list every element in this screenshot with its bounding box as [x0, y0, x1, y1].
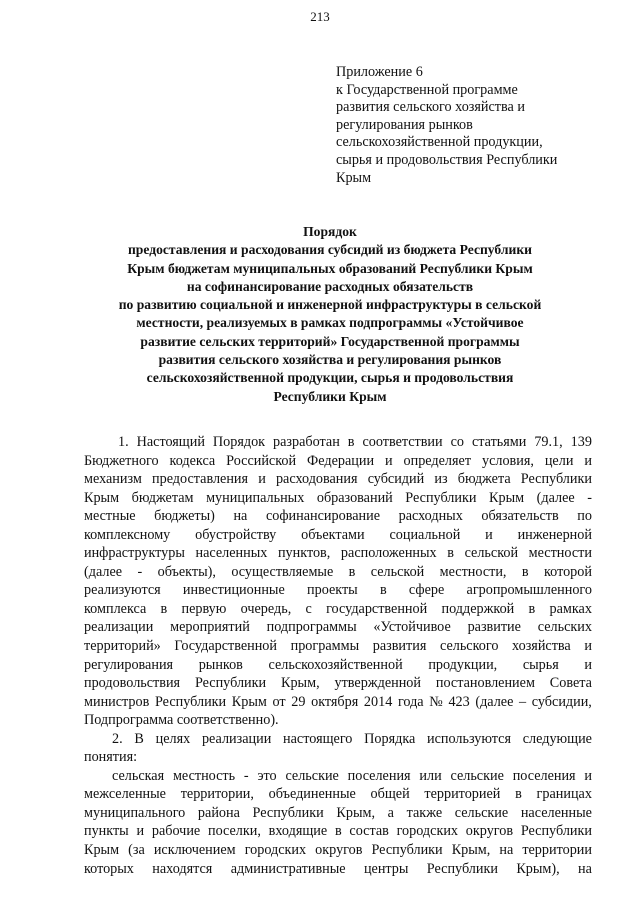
word: разработан: [273, 434, 340, 450]
word: целях: [155, 730, 191, 747]
text-line: понятия:: [84, 749, 138, 766]
word: Порядок: [212, 434, 266, 450]
word: развитие: [467, 619, 521, 636]
word: Крым,: [336, 804, 376, 821]
word: сырья: [522, 656, 559, 673]
word: местности: [528, 545, 592, 562]
word: Крым),: [516, 860, 560, 877]
word: общей: [370, 786, 410, 803]
word: и: [584, 452, 592, 469]
word: сельской: [464, 545, 519, 562]
text-line: [84, 785, 592, 804]
word: настоящего: [283, 730, 353, 747]
word: следующие: [522, 730, 592, 747]
word: (далее: [475, 693, 514, 710]
word: В: [134, 730, 144, 747]
word: условия,: [481, 452, 534, 469]
text-line: [84, 489, 592, 508]
word: используются: [427, 730, 511, 747]
text-line: [84, 841, 592, 860]
text-line: Подпрограмма соответственно).: [84, 712, 279, 729]
word: (далее: [84, 563, 123, 580]
word: из: [434, 471, 448, 488]
word: сельского: [439, 638, 499, 655]
word: постановлением: [435, 675, 535, 692]
word: сельскохозяйственной: [268, 656, 403, 673]
text-line: [84, 433, 592, 452]
word: Республики: [405, 489, 477, 506]
text-line: [84, 507, 592, 526]
word: местность: [172, 767, 236, 784]
paragraph-3: [84, 767, 592, 878]
word: регулирования: [84, 656, 174, 673]
word: муниципальных: [206, 489, 305, 506]
word: 2.: [112, 730, 123, 747]
word: 2014: [363, 693, 393, 710]
word: соответствии: [362, 434, 443, 450]
word: (за: [128, 842, 145, 859]
title-line: на софинансирование расходных обязательств: [186, 278, 474, 294]
word: статьями: [471, 434, 527, 450]
word: 79.1,: [534, 434, 563, 450]
word: это: [257, 767, 277, 784]
word: городских: [244, 842, 307, 859]
appendix-header: [336, 64, 626, 187]
word: по: [577, 508, 592, 525]
word: 139: [570, 434, 592, 450]
word: а: [387, 804, 394, 821]
word: местности,: [439, 563, 507, 580]
word: подпрограммы: [266, 619, 357, 636]
word: и: [136, 823, 145, 840]
word: осуществляемые: [231, 563, 334, 580]
word: проекты: [307, 582, 358, 599]
word: которой: [544, 563, 592, 580]
word: 423: [448, 693, 470, 710]
word: сельские: [285, 767, 339, 784]
word: и: [384, 452, 393, 469]
text-line: [84, 526, 592, 545]
word: продукции,: [428, 656, 498, 673]
word: в: [348, 563, 356, 580]
word: рабочие: [151, 823, 201, 840]
word: рынков: [198, 656, 243, 673]
word: местные: [84, 508, 136, 525]
appendix-line: развития сельского хозяйства и: [336, 99, 525, 116]
word: бюджета: [457, 471, 511, 488]
word: Настоящий: [136, 434, 205, 450]
word: от: [272, 693, 286, 710]
text-line: [84, 600, 592, 619]
word: расходования: [275, 471, 358, 488]
word: Крым,: [281, 675, 320, 692]
word: очередь,: [240, 600, 292, 617]
word: комплексному: [84, 526, 171, 543]
text-line: [84, 581, 592, 600]
word: поселения: [512, 767, 576, 784]
text-line: [84, 767, 592, 786]
word: в: [379, 582, 387, 599]
word: кодекса: [169, 452, 216, 469]
word: центры: [363, 860, 409, 877]
word: -: [137, 563, 143, 580]
title-line: предоставления и расходования субсидий из бюджета Республики: [127, 242, 533, 258]
word: сельская: [112, 767, 165, 784]
word: пунктов,: [277, 545, 331, 562]
text-line: [84, 674, 592, 693]
word: поселки,: [207, 823, 261, 840]
word: городских: [396, 823, 459, 840]
text-line: [84, 637, 592, 656]
word: инвестиционные: [182, 582, 285, 599]
text-line: [84, 656, 592, 675]
appendix-line: Крым: [336, 169, 372, 186]
word: №: [429, 693, 443, 710]
word: расположенных: [340, 545, 437, 562]
word: в: [334, 823, 342, 840]
word: объекты),: [157, 563, 216, 580]
word: Республики: [426, 860, 498, 877]
word: 29: [291, 693, 306, 710]
title-line: развитие сельских территорий» Государственной программы: [140, 333, 520, 349]
word: октября: [311, 693, 359, 710]
paragraph-2: [84, 730, 592, 767]
text-line: [84, 860, 592, 879]
word: округов: [315, 842, 363, 859]
word: Крым: [489, 489, 525, 506]
document-body: [84, 433, 592, 878]
title-line: сельскохозяйственной продукции, сырья и продовольствия: [146, 370, 514, 386]
word: Крым: [84, 489, 120, 506]
word: комплекса: [84, 600, 147, 617]
word: бюджеты): [154, 508, 215, 525]
word: субсидий: [367, 471, 425, 488]
word: межселенные: [84, 786, 166, 803]
word: реализации: [201, 730, 272, 747]
word: Российской: [226, 452, 297, 469]
word: обязательств: [481, 508, 559, 525]
paragraph-1: [84, 433, 592, 730]
page-number: 213: [310, 9, 330, 24]
word: поселения: [347, 767, 411, 784]
word: мероприятий: [170, 619, 250, 636]
word: Крым,: [451, 842, 491, 859]
word: министров: [84, 693, 150, 710]
text-line: [84, 822, 592, 841]
word: со: [450, 434, 464, 450]
word: сфере: [408, 582, 445, 599]
word: и: [584, 767, 592, 784]
word: «Устойчивое: [373, 619, 451, 636]
word: и: [584, 656, 592, 673]
word: исключением: [153, 842, 236, 859]
word: сельских: [537, 619, 592, 636]
word: Бюджетного: [84, 452, 159, 469]
word: Республики: [154, 693, 227, 710]
word: населенных: [195, 545, 268, 562]
word: Порядка: [364, 730, 416, 747]
word: населенные: [520, 804, 592, 821]
word: цели: [544, 452, 574, 469]
word: или: [419, 767, 442, 784]
word: реализуются: [84, 582, 161, 599]
word: на: [578, 860, 592, 877]
word: сельские: [450, 767, 504, 784]
word: утвержденной: [334, 675, 421, 692]
word: первую: [181, 600, 227, 617]
word: образований: [316, 489, 393, 506]
word: инфраструктуры: [84, 545, 185, 562]
word: в: [160, 600, 168, 617]
title-line: Крым бюджетам муниципальных образований Республики Крым: [127, 260, 533, 276]
word: сельские: [454, 804, 509, 821]
word: реализации: [84, 619, 154, 636]
word: программы: [290, 638, 360, 655]
word: в: [515, 786, 522, 803]
word: и: [584, 638, 592, 655]
word: и: [485, 526, 493, 543]
word: Республики: [520, 471, 592, 488]
appendix-line: сельскохозяйственной продукции,: [336, 134, 543, 151]
word: района: [197, 804, 240, 821]
word: сельской: [370, 563, 425, 580]
text-line: [84, 804, 592, 823]
text-line: [84, 730, 592, 749]
word: муниципального: [84, 804, 186, 821]
text-line: [84, 563, 592, 582]
word: 1.: [118, 434, 129, 450]
word: Федерации: [307, 452, 375, 469]
word: хозяйства: [512, 638, 571, 655]
document-title: [80, 223, 580, 406]
word: Республики: [371, 842, 443, 859]
title-line: развития сельского хозяйства и регулирования рынков: [158, 352, 502, 368]
word: государственной: [326, 600, 428, 617]
word: Государственной: [174, 638, 277, 655]
appendix-line: регулирования рынков: [336, 116, 473, 133]
word: Республики: [252, 804, 324, 821]
title-line: Республики Крым: [273, 388, 387, 404]
word: на: [233, 508, 248, 525]
word: административные: [230, 860, 346, 877]
word: предоставления: [152, 471, 249, 488]
word: поддержкой: [441, 600, 515, 617]
word: в: [528, 600, 536, 617]
title-line: по развитию социальной и инженерной инфраструктуры в сельской: [118, 297, 542, 313]
word: объединенные: [268, 786, 356, 803]
word: агропромышленного: [466, 582, 592, 599]
word: софинансирование: [265, 508, 380, 525]
word: входящие: [268, 823, 328, 840]
word: –: [519, 693, 527, 710]
word: и: [258, 471, 266, 488]
word: определяет: [403, 452, 472, 469]
text-line: [84, 452, 592, 471]
word: состав: [349, 823, 389, 840]
word: границах: [536, 786, 592, 803]
word: инженерной: [517, 526, 592, 543]
word: механизм: [84, 471, 142, 488]
word: округов: [465, 823, 514, 840]
word: -: [243, 767, 249, 784]
word: также: [406, 804, 443, 821]
word: расходных: [398, 508, 463, 525]
word: в: [347, 434, 355, 450]
word: рамках: [549, 600, 592, 617]
word: развития: [372, 638, 427, 655]
title-line: местности, реализуемых в рамках подпрограммы «Устойчивое: [136, 315, 524, 331]
text-line: [84, 544, 592, 563]
word: -: [587, 489, 592, 506]
appendix-line: к Государственной программе: [336, 81, 518, 98]
word: Крым: [84, 842, 120, 859]
word: с: [305, 600, 312, 617]
word: года: [397, 693, 424, 710]
title-line: Порядок: [303, 224, 357, 239]
word: в: [521, 563, 529, 580]
text-line: [84, 470, 592, 489]
word: пункты: [84, 823, 129, 840]
word: социальной: [389, 526, 461, 543]
word: территории: [522, 842, 592, 859]
appendix-line: сырья и продовольствия Республики: [336, 151, 558, 168]
text-line: [84, 693, 592, 712]
word: обустройству: [195, 526, 277, 543]
word: которых: [84, 860, 134, 877]
appendix-line: Приложение 6: [336, 64, 423, 80]
word: субсидии,: [531, 693, 592, 710]
word: находятся: [152, 860, 213, 877]
word: территорией: [424, 786, 501, 803]
word: в: [447, 545, 454, 562]
word: Республики: [520, 823, 592, 840]
word: продовольствия: [84, 675, 181, 692]
word: Крым: [231, 693, 267, 710]
word: на: [499, 842, 514, 859]
word: бюджетам: [131, 489, 194, 506]
word: Совета: [549, 675, 592, 692]
word: объектами: [301, 526, 365, 543]
word: территории,: [180, 786, 254, 803]
word: территорий»: [84, 638, 161, 655]
word: Республики: [194, 675, 267, 692]
word: (далее: [536, 489, 575, 506]
text-line: [84, 618, 592, 637]
